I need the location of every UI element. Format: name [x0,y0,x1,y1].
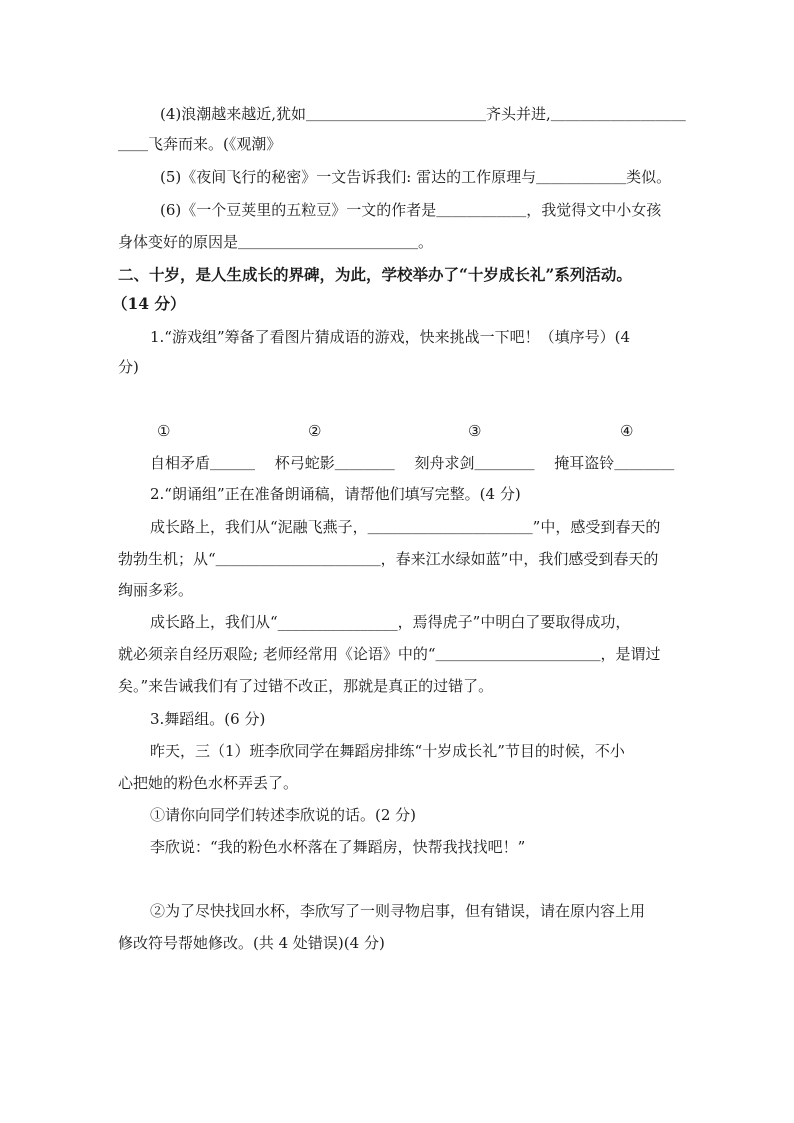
picture-number-2: ② [308,422,322,440]
dance-story-line-2: 心把她的粉色水杯弄丢了。 [118,774,299,792]
recital-paragraph-2-line-2: 就必须亲自经历艰险; 老师经常用《论语》中的“＿＿＿＿＿＿＿＿＿＿＿，是谓过 [118,645,661,663]
question-4-line-2: ＿＿飞奔而来。(《观潮》 [118,135,282,153]
dance-story-line-1: 昨天，三（1）班李欣同学在舞蹈房排练“十岁成长礼”节目的时候，不小 [150,742,625,760]
recital-paragraph-2-line-3: 矣。”来告诫我们有了过错不改正，那就是真正的过错了。 [118,677,494,695]
game-group-question-line-1: 1.“游戏组”筹备了看图片猜成语的游戏，快来挑战一下吧！（填序号）(4 [150,328,631,346]
dance-subquestion-1: ①请你向同学们转述李欣说的话。(2 分) [150,806,417,824]
recital-paragraph-1-line-3: 绚丽多彩。 [118,581,194,599]
section-2-heading: 二、十岁，是人生成长的界碑，为此，学校举办了“十岁成长礼”系列活动。 [118,265,632,284]
recital-paragraph-1-line-2: 勃勃生机；从“＿＿＿＿＿＿＿＿＿＿＿，春来江水绿如蓝”中，我们感受到春天的 [118,550,659,568]
picture-number-3: ③ [468,422,482,440]
dance-group-heading: 3.舞蹈组。(6 分) [150,710,266,728]
recital-paragraph-2-line-1: 成长路上，我们从“________________，焉得虎子”中明白了要取得成功， [150,613,631,631]
picture-number-4: ④ [620,422,634,440]
li-xin-quote: 李欣说：“我的粉色水杯落在了舞蹈房，快帮我找找吧！” [150,838,526,856]
recital-paragraph-1-line-1: 成长路上，我们从“泥融飞燕子，＿＿＿＿＿＿＿＿＿＿＿”中，感受到春天的 [150,518,661,536]
game-group-question-line-2: 分) [118,358,139,376]
idiom-answers-row: 自相矛盾＿＿＿ 杯弓蛇影＿＿＿＿ 刻舟求剑＿＿＿＿ 掩耳盗铃＿＿＿＿ [150,454,675,472]
dance-subquestion-2-line-2: 修改符号帮她修改。(共 4 处错误)(4 分) [118,934,385,952]
question-6-line-2: 身体变好的原因是＿＿＿＿＿＿＿＿＿＿＿＿。 [118,233,434,251]
section-2-score: （14 分） [112,294,186,313]
recital-group-question: 2.“朗诵组”正在准备朗诵稿，请帮他们填写完整。(4 分) [150,485,521,503]
question-6-line-1: (6)《一个豆荚里的五粒豆》一文的作者是＿＿＿＿＿＿，我觉得文中小女孩 [160,201,662,219]
question-4-line-1: (4)浪潮越来越近,犹如＿＿＿＿＿＿＿＿＿＿＿＿齐头并进,＿＿＿＿＿＿＿＿＿ [160,105,686,123]
dance-subquestion-2-line-1: ②为了尽快找回水杯，李欣写了一则寻物启事，但有错误，请在原内容上用 [150,902,646,920]
picture-number-1: ① [157,422,171,440]
question-5: (5)《夜间飞行的秘密》一文告诉我们: 雷达的工作原理与＿＿＿＿＿＿类似。 [160,168,672,186]
